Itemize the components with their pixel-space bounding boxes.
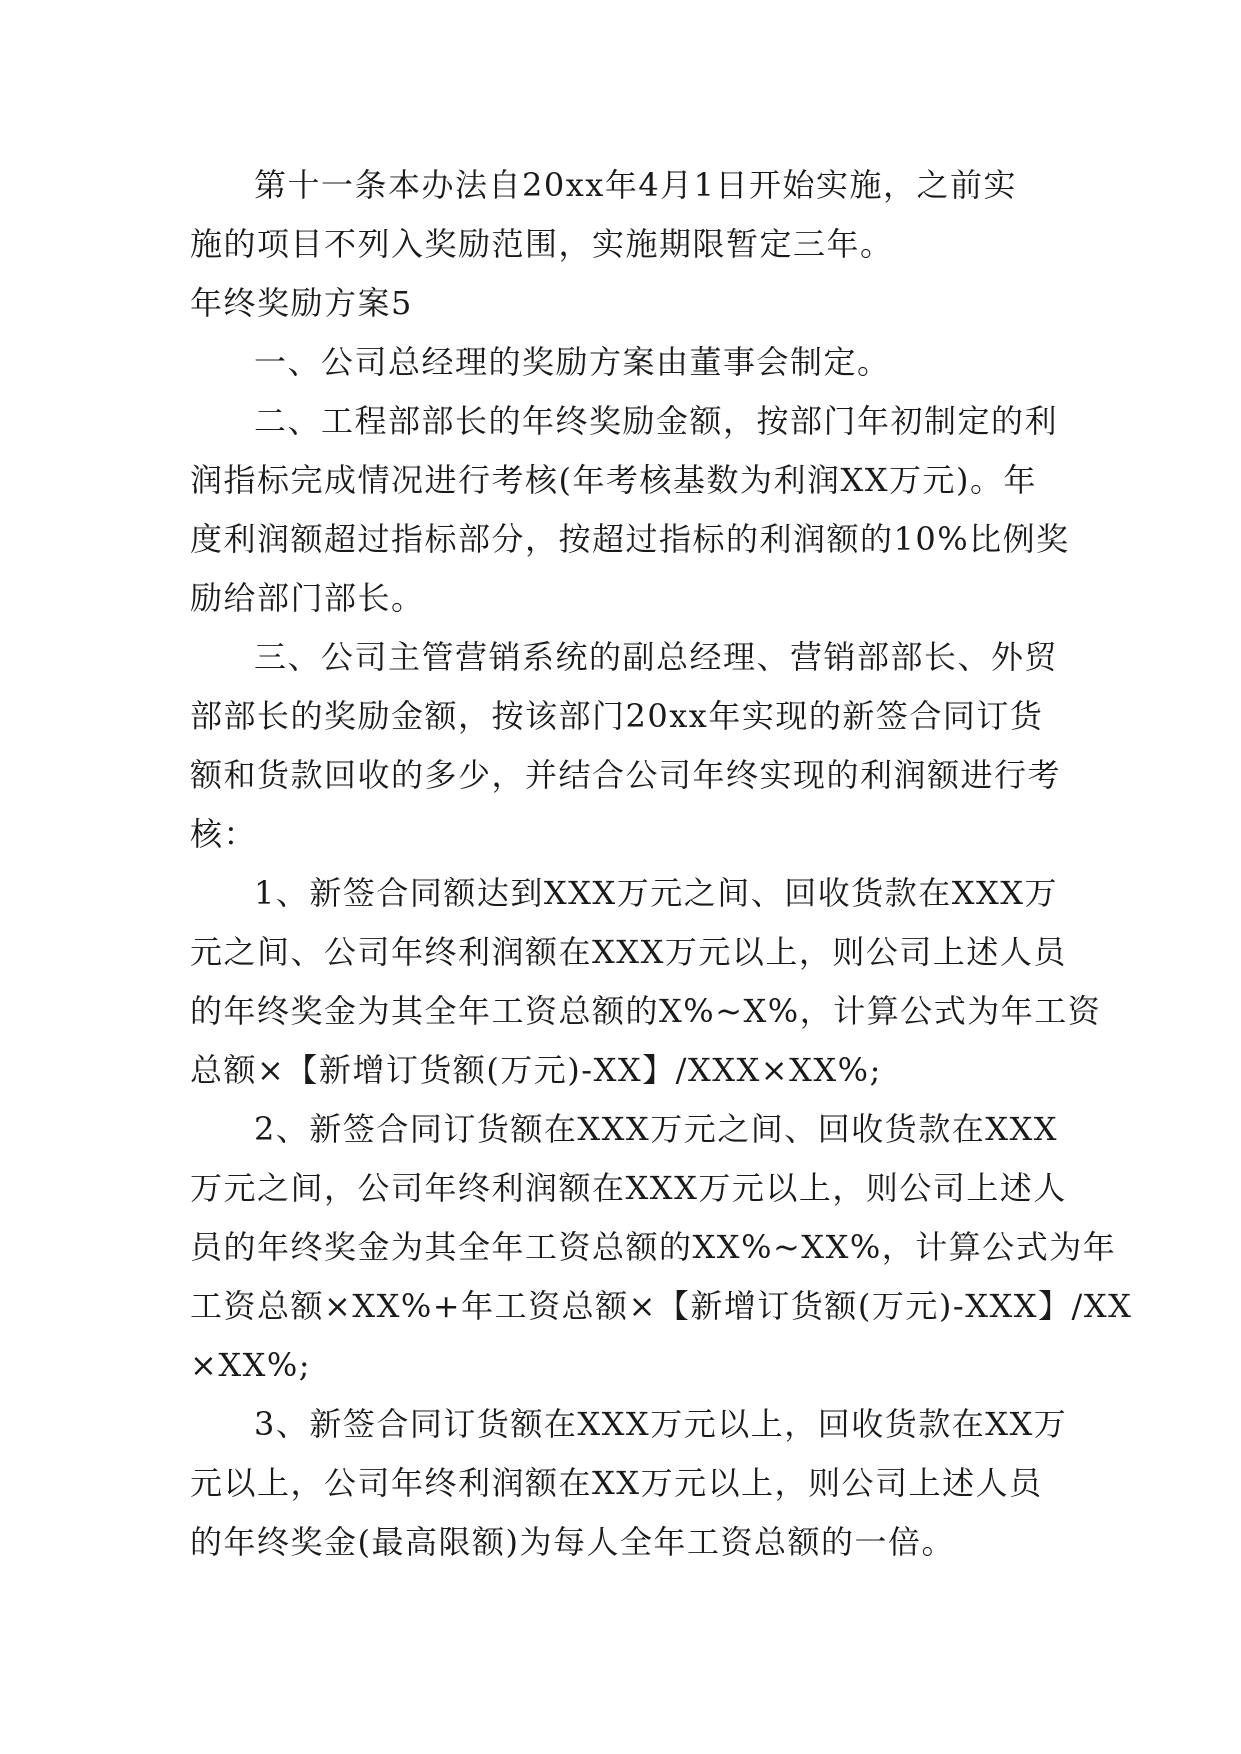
item-3-line-3: 额和货款回收的多少，并结合公司年终实现的利润额进行考 [190, 756, 1062, 794]
section-heading: 年终奖励方案5 [190, 284, 413, 322]
sub-item-3-line-3: 的年终奖金(最高限额)为每人全年工资总额的一倍。 [190, 1523, 955, 1561]
sub-item-2-line-1: 2、新签合同订货额在XXX万元之间、回收货款在XXX [254, 1110, 1059, 1148]
item-2-line-1: 二、工程部部长的年终奖励金额，按部门年初制定的利 [254, 402, 1059, 440]
sub-item-1-line-3: 的年终奖金为其全年工资总额的X%~X%，计算公式为年工资 [190, 992, 1102, 1030]
sub-item-2-line-2: 万元之间，公司年终利润额在XXX万元以上，则公司上述人 [190, 1169, 1067, 1207]
article-11-line-2: 施的项目不列入奖励范围，实施期限暂定三年。 [190, 225, 894, 263]
item-3-line-2: 部部长的奖励金额，按该部门20xx年实现的新签合同订货 [190, 697, 1044, 735]
sub-item-3-line-2: 元以上，公司年终利润额在XX万元以上，则公司上述人员 [190, 1464, 1043, 1502]
sub-item-1-line-4: 总额×【新增订货额(万元)-XX】/XXX×XX%; [190, 1051, 882, 1089]
article-11-line-1: 第十一条本办法自20xx年4月1日开始实施，之前实 [254, 166, 1018, 204]
sub-item-1-line-1: 1、新签合同额达到XXX万元之间、回收货款在XXX万 [254, 874, 1059, 912]
sub-item-3-line-1: 3、新签合同订货额在XXX万元以上，回收货款在XX万 [254, 1405, 1068, 1443]
document-body [190, 156, 1133, 1572]
item-3-line-1: 三、公司主管营销系统的副总经理、营销部部长、外贸 [254, 638, 1059, 676]
sub-item-2-line-3: 员的年终奖金为其全年工资总额的XX%~XX%，计算公式为年 [190, 1228, 1117, 1266]
item-1-line-1: 一、公司总经理的奖励方案由董事会制定。 [254, 343, 891, 381]
sub-item-1-line-2: 元之间、公司年终利润额在XXX万元以上，则公司上述人员 [190, 933, 1067, 971]
item-2-line-2: 润指标完成情况进行考核(年考核基数为利润XX万元)。年 [190, 461, 1038, 499]
sub-item-2-line-5: ×XX%; [190, 1346, 312, 1384]
sub-item-2-line-4: 工资总额×XX%+年工资总额×【新增订货额(万元)-XXX】/XX [190, 1287, 1133, 1325]
item-3-line-4: 核： [190, 815, 258, 853]
item-2-line-4: 励给部门部长。 [190, 579, 425, 617]
item-2-line-3: 度利润额超过指标部分，按超过指标的利润额的10%比例奖 [190, 520, 1070, 558]
